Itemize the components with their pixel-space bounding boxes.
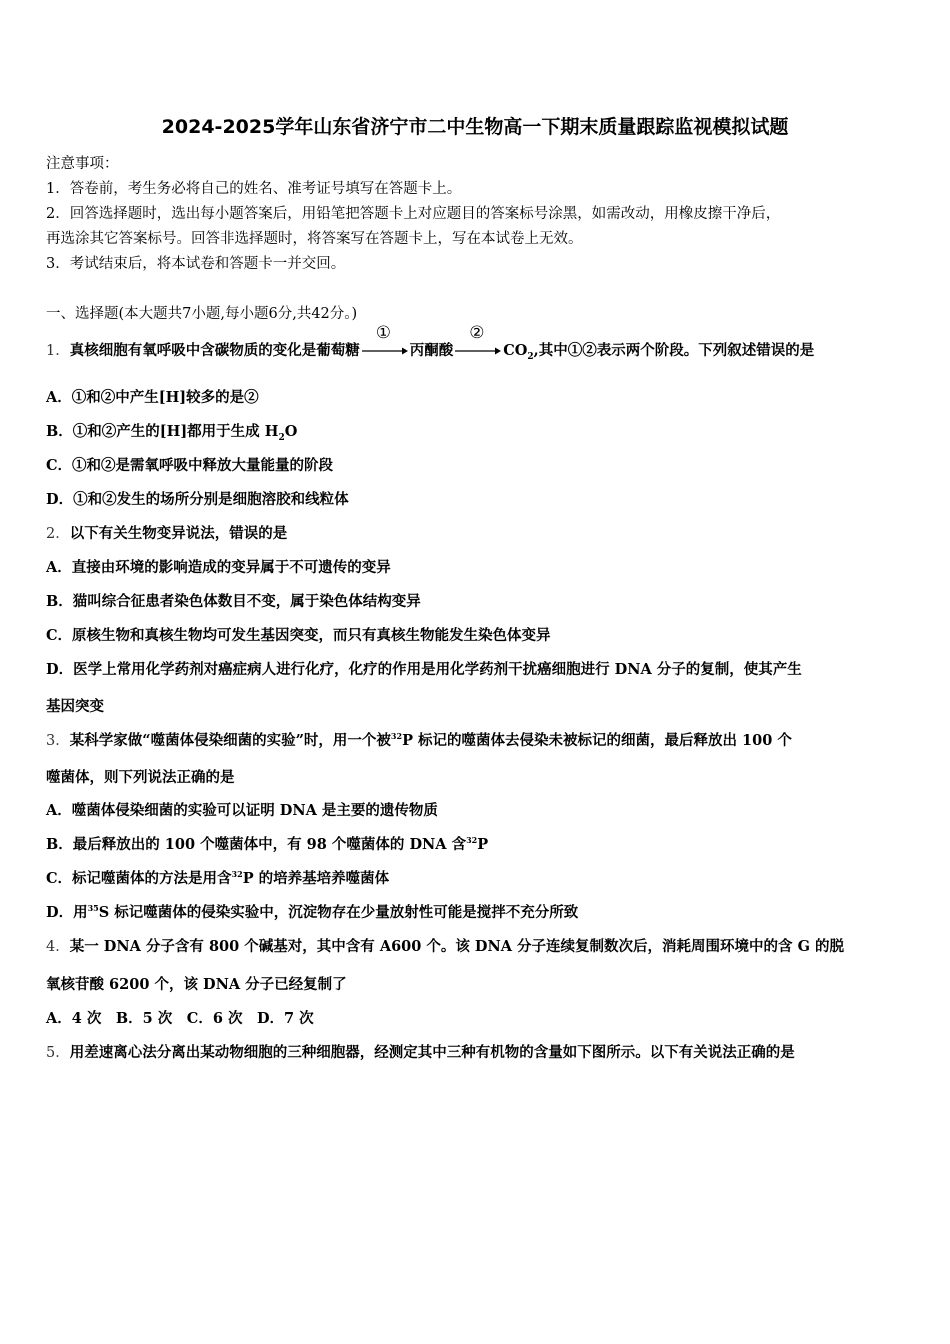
notice-item: 3．考试结束后，将本试卷和答题卡一并交回。	[46, 256, 346, 272]
question-number: 4．	[46, 939, 70, 955]
arrow-icon	[362, 347, 408, 355]
option-d-continued: 基因突变	[46, 698, 104, 715]
option-text: P 的培养基培养噬菌体	[242, 870, 390, 887]
question-4-stem-continued: 氧核苷酸 6200 个，该 DNA 分子已经复制了	[46, 976, 347, 993]
question-number: 3．	[46, 733, 70, 749]
option-text: B．最后释放出的 100 个噬菌体中，有 98 个噬菌体的 DNA 含	[46, 836, 467, 853]
option-a: A．直接由环境的影响造成的变异属于不可遗传的变异	[46, 559, 391, 576]
reaction-arrow	[362, 323, 408, 359]
question-2-stem	[46, 522, 287, 543]
stem-text: 真核细胞有氧呼吸中含碳物质的变化是葡萄糖	[69, 342, 360, 359]
stage-1-label: ①	[375, 323, 391, 343]
superscript: 32	[466, 835, 478, 846]
question-number: 1．	[46, 343, 70, 359]
option-a: A．噬菌体侵染细菌的实验可以证明 DNA 是主要的遗传物质	[46, 802, 438, 819]
subscript: 2	[527, 351, 534, 362]
option-c: C．原核生物和真核生物均可发生基因突变，而只有真核生物能发生染色体变异	[46, 627, 551, 644]
stem-text: P 标记的噬菌体去侵染未被标记的细菌，最后释放出 100 个	[402, 732, 792, 749]
option-b: B．猫叫综合征患者染色体数目不变，属于染色体结构变异	[46, 593, 421, 610]
stem-text: ,其中①②表示两个阶段。下列叙述错误的是	[533, 342, 815, 359]
option-b	[46, 420, 297, 441]
question-3-stem-continued: 噬菌体，则下列说法正确的是	[46, 769, 235, 786]
notice-item: 1．答卷前，考生务必将自己的姓名、准考证号填写在答题卡上。	[46, 181, 462, 197]
section-heading: 一、选择题(本大题共7小题,每小题6分,共42分。)	[46, 306, 358, 322]
option-text: D．用	[46, 904, 88, 921]
stem-text: 以下有关生物变异说法，错误的是	[69, 525, 288, 542]
stage-2-label: ②	[469, 323, 485, 343]
question-number: 2．	[46, 526, 70, 542]
option-b	[46, 833, 488, 854]
option-text: C．标记噬菌体的方法是用含	[46, 870, 232, 887]
stem-text: 某科学家做“噬菌体侵染细菌的实验”时，用一个被	[69, 732, 391, 749]
reaction-arrow	[455, 323, 501, 359]
option-c: C．①和②是需氧呼吸中释放大量能量的阶段	[46, 457, 334, 474]
product-label: CO	[503, 342, 528, 359]
question-number: 5．	[46, 1045, 70, 1061]
question-3-stem	[46, 729, 792, 750]
question-4-stem	[46, 935, 844, 956]
stem-text: 某一 DNA 分子含有 800 个碱基对，其中含有 A600 个。该 DNA 分子连续复制数次后，消耗周围环境中的含 G 的脱	[69, 938, 845, 955]
notice-item: 再选涂其它答案标号。回答非选择题时，将答案写在答题卡上，写在本试卷上无效。	[46, 231, 583, 247]
option-a: A．①和②中产生[H]较多的是②	[46, 389, 259, 406]
option-d	[46, 901, 578, 922]
question-1-stem	[46, 323, 815, 362]
page-title: 2024-2025学年山东省济宁市二中生物高一下期末质量跟踪监视模拟试题	[161, 116, 789, 138]
option-d: D．①和②发生的场所分别是细胞溶胶和线粒体	[46, 491, 349, 508]
option-text: B．①和②产生的[H]都用于生成 H	[46, 423, 279, 440]
intermediate-label: 丙酮酸	[409, 342, 454, 359]
superscript: 32	[231, 869, 243, 880]
option-text: O	[284, 423, 298, 440]
notice-item: 2．回答选择题时，选出每小题答案后，用铅笔把答题卡上对应题目的答案标号涂黑，如需改动，用橡皮擦干净后，	[46, 206, 781, 222]
arrow-icon	[455, 347, 501, 355]
superscript: 35	[87, 903, 99, 914]
option-d: D．医学上常用化学药剂对癌症病人进行化疗，化疗的作用是用化学药剂干扰癌细胞进行 DNA 分子的复制，使其产生	[46, 661, 802, 678]
subscript: 2	[278, 432, 285, 443]
option-text: S 标记噬菌体的侵染实验中，沉淀物存在少量放射性可能是搅拌不充分所致	[98, 904, 579, 921]
question-5-stem	[46, 1041, 795, 1062]
option-c	[46, 867, 389, 888]
question-4-options: A．4 次 B．5 次 C．6 次 D．7 次	[46, 1010, 314, 1027]
option-text: P	[477, 836, 489, 853]
superscript: 32	[390, 731, 403, 742]
stem-text: 用差速离心法分离出某动物细胞的三种细胞器，经测定其中三种有机物的含量如下图所示。以下有关说法正确的是	[69, 1044, 795, 1061]
notice-heading: 注意事项：	[46, 156, 119, 172]
